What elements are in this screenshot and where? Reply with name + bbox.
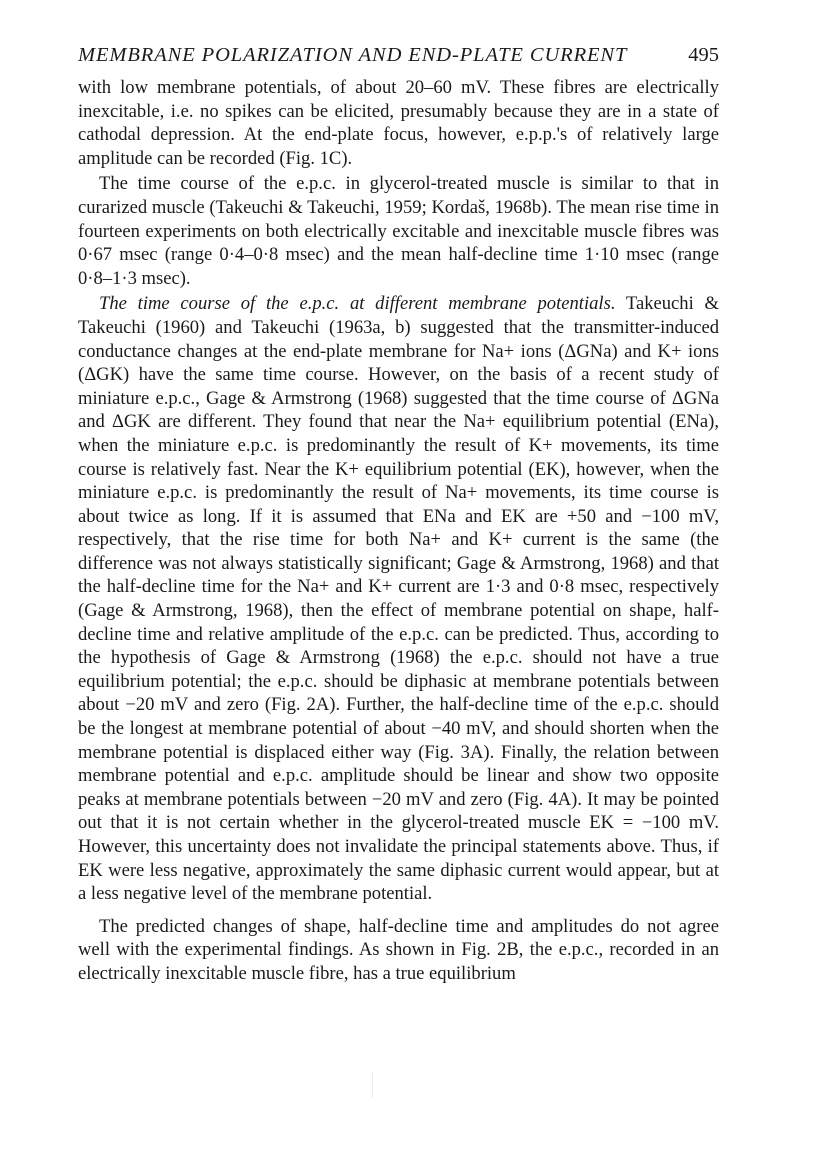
paragraph-1: with low membrane potentials, of about 20–60 mV. These fibres are electrically inexcitable, i.e. no spikes can be elicited, presumably because they are in a state of cathodal depression. At the end-plate focus, however, e.p.p.'s of relatively large amplitude can be recorded (Fig. 1C). (78, 77, 719, 169)
page-number: 495 (688, 44, 719, 66)
journal-page (78, 44, 719, 986)
paragraph-3 (78, 292, 719, 905)
scan-mark (372, 1072, 373, 1098)
paragraph-3-lead: The time course of the e.p.c. at different membrane potentials. (99, 293, 616, 315)
body-text (78, 76, 719, 986)
paragraph-3-text: Takeuchi & Takeuchi (1960) and Takeuchi (1963a, b) suggested that the transmitter-induced conductance changes at the end-plate membrane for Na+ ions (ΔGNa) and K+ ions (ΔGK) have the same time course. However, on the basis of a recent study of miniature e.p.c., Gage & Armstrong (1968) suggested that the time course of ΔGNa and ΔGK are different. They found that near the Na+ equilibrium potential (ENa), when the miniature e.p.c. is predominantly the result of K+ movements, its time course is relatively fast. Near the K+ equilibrium potential (EK), however, when the miniature e.p.c. is predominantly the result of Na+ movements, its time course is about twice as long. If it is assumed that ENa and EK are +50 and −100 mV, respectively, that the rise time for both Na+ and K+ current is the same (the difference was not always statistically significant; Gage & Armstrong, 1968) and that the half-decline time for the Na+ and K+ current are 1·3 and 0·8 msec, respectively (Gage & Armstrong, 1968), then the effect of membrane potential on shape, half-decline time and relative amplitude of the e.p.c. can be predicted. Thus, according to the hypothesis of Gage & Armstrong (1968) the e.p.c. should not have a true equilibrium potential; the e.p.c. should be diphasic at membrane potentials between about −20 mV and zero (Fig. 2A). Further, the half-decline time of the e.p.c. should be the longest at membrane potential of about −40 mV, and should shorten when the membrane potential is displaced either way (Fig. 3A). Finally, the relation between membrane potential and e.p.c. amplitude should be linear and show two opposite peaks at membrane potentials between −20 mV and zero (Fig. 4A). It may be pointed out that it is not certain whether in the glycerol-treated muscle EK = −100 mV. However, this uncertainty does not invalidate the principal statements above. Thus, if EK were less negative, approximately the same diphasic current would appear, but at a less negative level of the membrane potential. (78, 293, 719, 905)
paragraph-2: The time course of the e.p.c. in glycerol-treated muscle is similar to that in curarized muscle (Takeuchi & Takeuchi, 1959; Kordaš, 1968b). The mean rise time in fourteen experiments on both electrically excitable and inexcitable muscle fibres was 0·67 msec (range 0·4–0·8 msec) and the mean half-decline time 1·10 msec (range 0·8–1·3 msec). (78, 173, 719, 289)
paragraph-4: The predicted changes of shape, half-decline time and amplitudes do not agree well with the experimental findings. As shown in Fig. 2B, the e.p.c., recorded in an electrically inexcitable muscle fibre, has a true equilibrium (78, 915, 719, 984)
page-header (78, 44, 719, 74)
running-title: MEMBRANE POLARIZATION AND END-PLATE CURRENT (78, 44, 628, 66)
